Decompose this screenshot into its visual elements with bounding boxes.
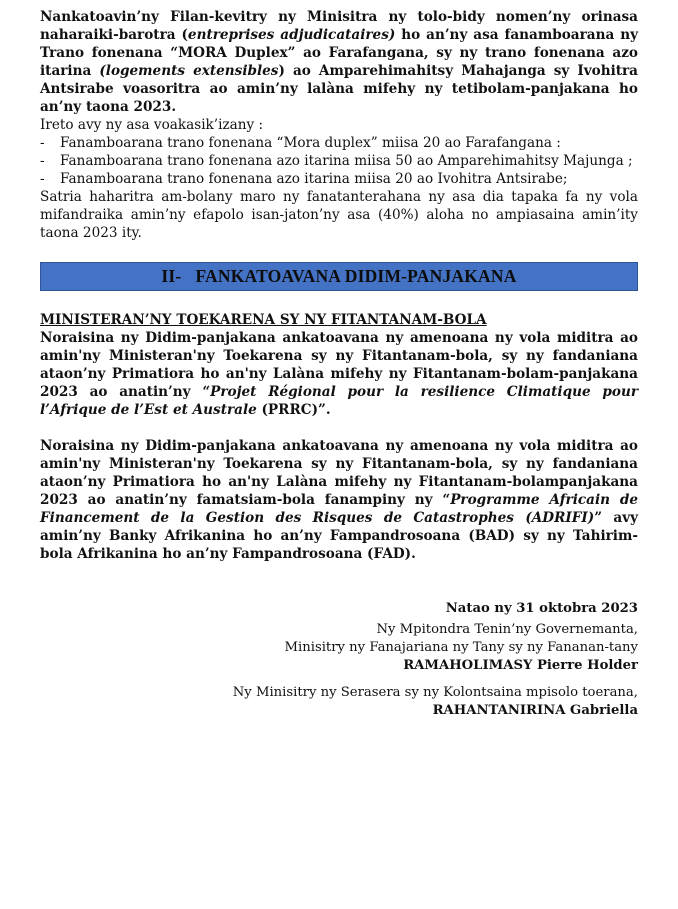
intro-text-b: entreprises adjudicataires) <box>187 27 396 43</box>
intro-text-a: Nankatoavin’ny Filan-kevitry ny Minisitra ny tolo-bidy nomen’ny orinasa naharaiki-barotra ( <box>40 9 638 43</box>
intro-text-c: ho an’ny asa fanamboarana ny Trano fonenana “MORA Duplex” ao Farafangana, sy ny trano fonenana azo itarina <box>40 27 638 79</box>
list-intro: Ireto avy ny asa voakasik’izany : <box>40 117 264 133</box>
closing-paragraph: Satria haharitra am-bolany maro ny fanatanterahana ny asa dia tapaka fa ny vola mifandraika amin’ny efapolo isan-jaton’ny asa (40%) aloha no ampiasaina amin’ity taona 2023 ity. <box>40 189 638 241</box>
decree-paragraph-2: Noraisina ny Didim-panjakana ankatoavana ny amenoana ny vola miditra ao amin'ny Ministeran'ny Toekarena sy ny Fitantanam-bola, sy ny fandaniana ataon’ny Primatiora ho an'ny Lalàna mifehy ny Fitantanam-bolampanjakana 2023 ao anatin’ny famatsiam-bola fanampiny ny “Programme Africain de Financement de la Gestion des Risques de Catastrophes (ADRIFI)” avy amin’ny Banky Afrikanina ho an’ny Fampandrosoana (BAD) sy ny Tahirim-bola Afrikanina ho an’ny Fampandrosoana (FAD). <box>40 438 638 562</box>
signature-date: Natao ny 31 oktobra 2023 <box>445 601 638 616</box>
section-heading <box>40 262 638 291</box>
list-item: - Fanamboarana trano fonenana “Mora duplex” miisa 20 ao Farafangana : <box>40 135 561 151</box>
intro-paragraph <box>40 8 638 116</box>
signature-name-2: RAHANTANIRINA Gabriella <box>432 703 638 718</box>
document-page <box>40 8 638 563</box>
works-list <box>40 134 638 188</box>
intro-text-d: (logements extensibles <box>99 63 279 79</box>
signature-name-1: RAMAHOLIMASY Pierre Holder <box>403 658 638 673</box>
signature-role-1-line-1: Ny Mpitondra Tenin’ny Governemanta, <box>376 622 638 637</box>
section-number: II- <box>161 266 182 286</box>
intro-text-e: ) ao Amparehimahitsy Mahajanga sy Ivohitra Antsirabe voasoritra ao amin’ny lalàna mifehy ny tetibolam-panjakana ho an’ny taona 2023. <box>40 63 638 115</box>
decree-paragraph-1: Noraisina ny Didim-panjakana ankatoavana ny amenoana ny vola miditra ao amin'ny Ministeran'ny Toekarena sy ny Fitantanam-bola, sy ny fandaniana ataon’ny Primatiora ho an'ny Lalàna mifehy ny Fitantanam-bolam-panjakana 2023 ao anatin’ny “Projet Régional pour la resilience Climatique pour l’Afrique de l’Est et Australe (PRRC)”. <box>40 330 638 418</box>
list-item: - Fanamboarana trano fonenana azo itarina miisa 20 ao Ivohitra Antsirabe; <box>40 171 568 187</box>
ministry-title: MINISTERAN’NY TOEKARENA SY NY FITANTANAM-BOLA <box>40 312 487 328</box>
signature-role-2: Ny Minisitry ny Serasera sy ny Kolontsaina mpisolo toerana, <box>232 685 638 700</box>
list-item: - Fanamboarana trano fonenana azo itarina miisa 50 ao Amparehimahitsy Majunga ; <box>40 153 633 169</box>
signature-role-1-line-2: Minisitry ny Fanajariana ny Tany sy ny Fananan-tany <box>284 640 638 655</box>
section-title: FANKATOAVANA DIDIM-PANJAKANA <box>195 266 517 286</box>
